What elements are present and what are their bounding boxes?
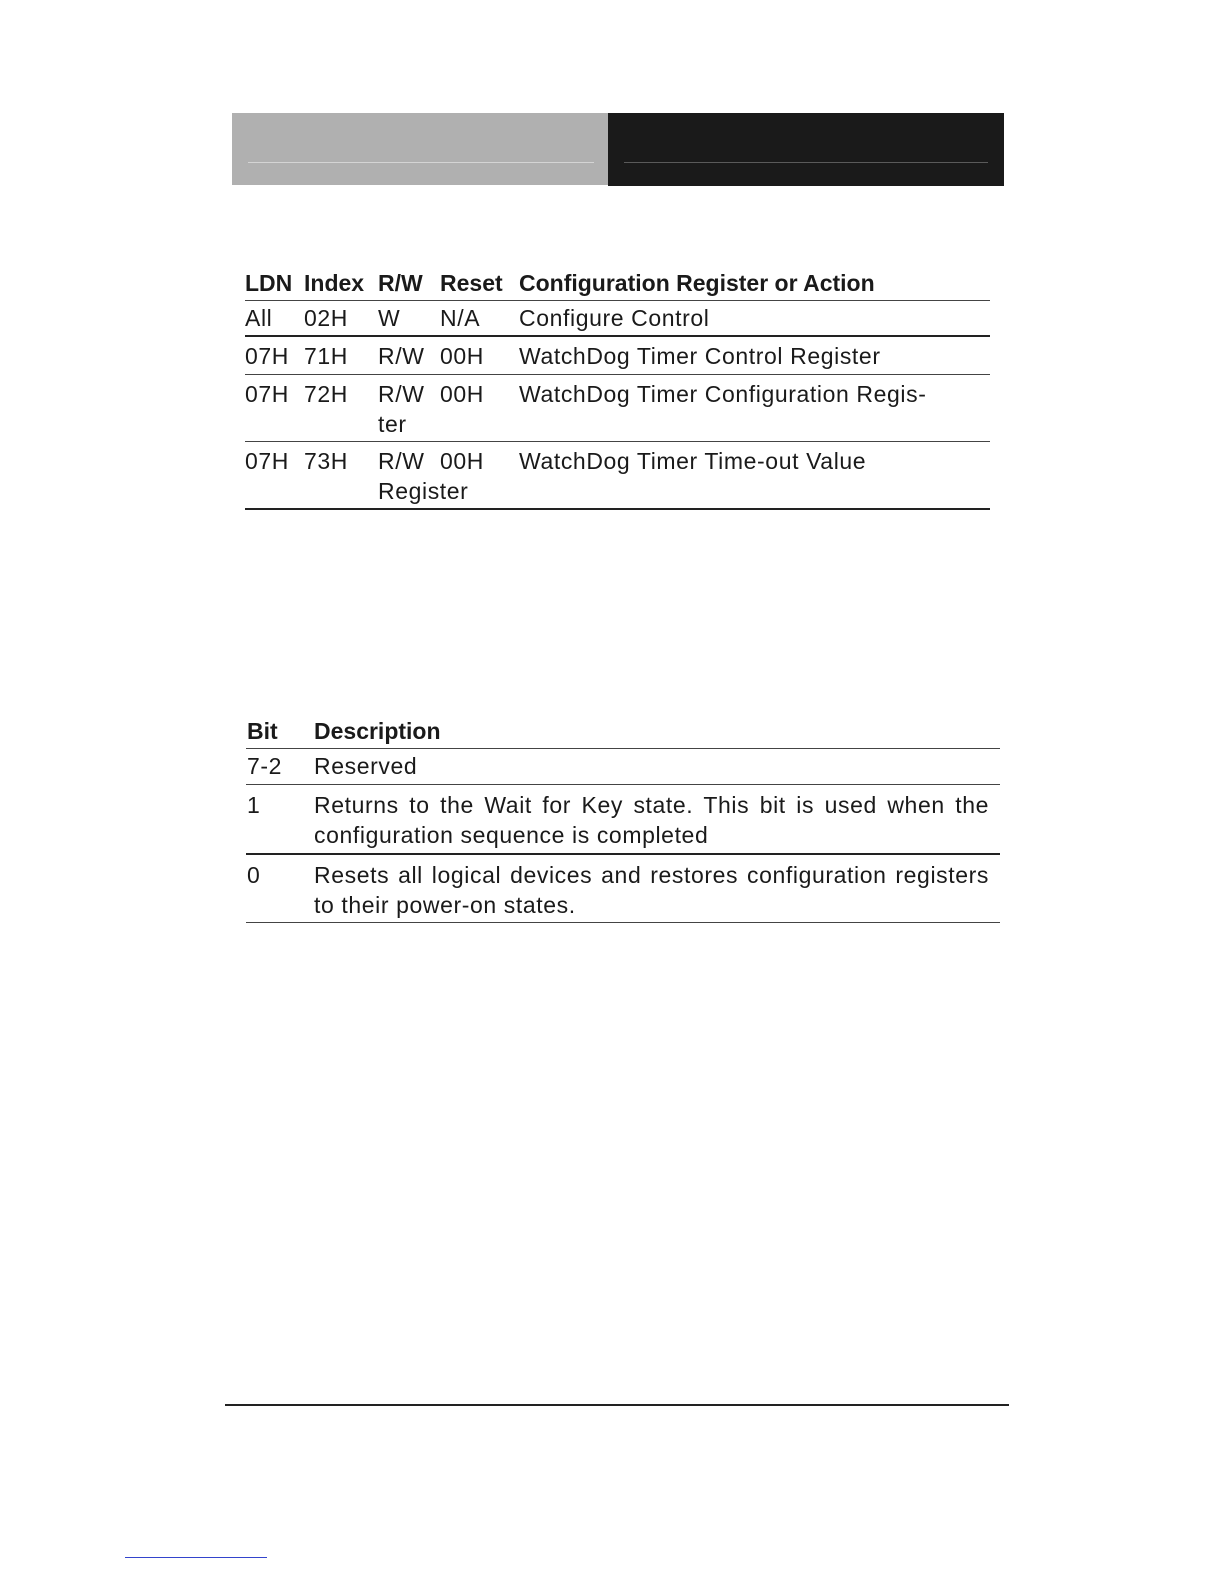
header-rule-left xyxy=(248,162,594,163)
cell-ldn: 07H xyxy=(245,448,289,474)
cell-reset: N/A xyxy=(440,305,481,331)
cell-rw: R/W xyxy=(378,343,425,369)
bit-description-table xyxy=(246,714,1000,923)
table-row xyxy=(245,337,990,375)
col-header-reset: Reset xyxy=(440,270,503,296)
cell-description: Returns to the Wait for Key state. This bit is used when the configuration sequence is completed xyxy=(314,792,989,848)
table-row xyxy=(245,442,990,510)
cell-reset: 00H xyxy=(440,448,484,474)
cell-config: WatchDog Timer Configuration Regis- xyxy=(519,381,927,407)
col-header-description: Description xyxy=(314,718,441,744)
header-band-left xyxy=(232,113,608,185)
table-row xyxy=(246,785,1000,855)
register-table-header xyxy=(245,266,990,301)
footer-rule xyxy=(225,1404,1009,1406)
cell-reset: 00H xyxy=(440,381,484,407)
cell-index: 73H xyxy=(304,448,348,474)
cell-index: 71H xyxy=(304,343,348,369)
cell-bit: 1 xyxy=(247,792,261,818)
cell-rw: R/W xyxy=(378,448,425,474)
header-rule-right xyxy=(624,162,988,163)
table-row xyxy=(245,301,990,337)
cell-index: 72H xyxy=(304,381,348,407)
cell-config: WatchDog Timer Time-out Value xyxy=(519,448,867,474)
col-header-rw: R/W xyxy=(378,270,423,296)
cell-ldn: 07H xyxy=(245,343,289,369)
col-header-config: Configuration Register or Action xyxy=(519,270,875,296)
table-row xyxy=(245,375,990,442)
cell-ldn: All xyxy=(245,305,273,331)
cell-bit: 7-2 xyxy=(247,753,283,779)
cell-index: 02H xyxy=(304,305,348,331)
cell-config-continuation: Register xyxy=(378,478,469,504)
corner-link-rule xyxy=(125,1557,267,1558)
cell-rw: W xyxy=(378,305,401,331)
cell-description: Reserved xyxy=(314,753,418,779)
col-header-index: Index xyxy=(304,270,365,296)
cell-config-continuation: ter xyxy=(378,411,407,437)
col-header-bit: Bit xyxy=(247,718,278,744)
register-table xyxy=(245,266,990,510)
cell-ldn: 07H xyxy=(245,381,289,407)
bit-table-header xyxy=(246,714,1000,749)
col-header-ldn: LDN xyxy=(245,270,293,296)
cell-config: WatchDog Timer Control Register xyxy=(519,343,881,369)
header-band-right xyxy=(608,113,1004,186)
cell-reset: 00H xyxy=(440,343,484,369)
cell-description: Resets all logical devices and restores configuration registers to their power-on states. xyxy=(314,862,989,918)
cell-rw: R/W xyxy=(378,381,425,407)
table-row xyxy=(246,855,1000,923)
cell-bit: 0 xyxy=(247,862,261,888)
table-row xyxy=(246,749,1000,785)
cell-config: Configure Control xyxy=(519,305,710,331)
